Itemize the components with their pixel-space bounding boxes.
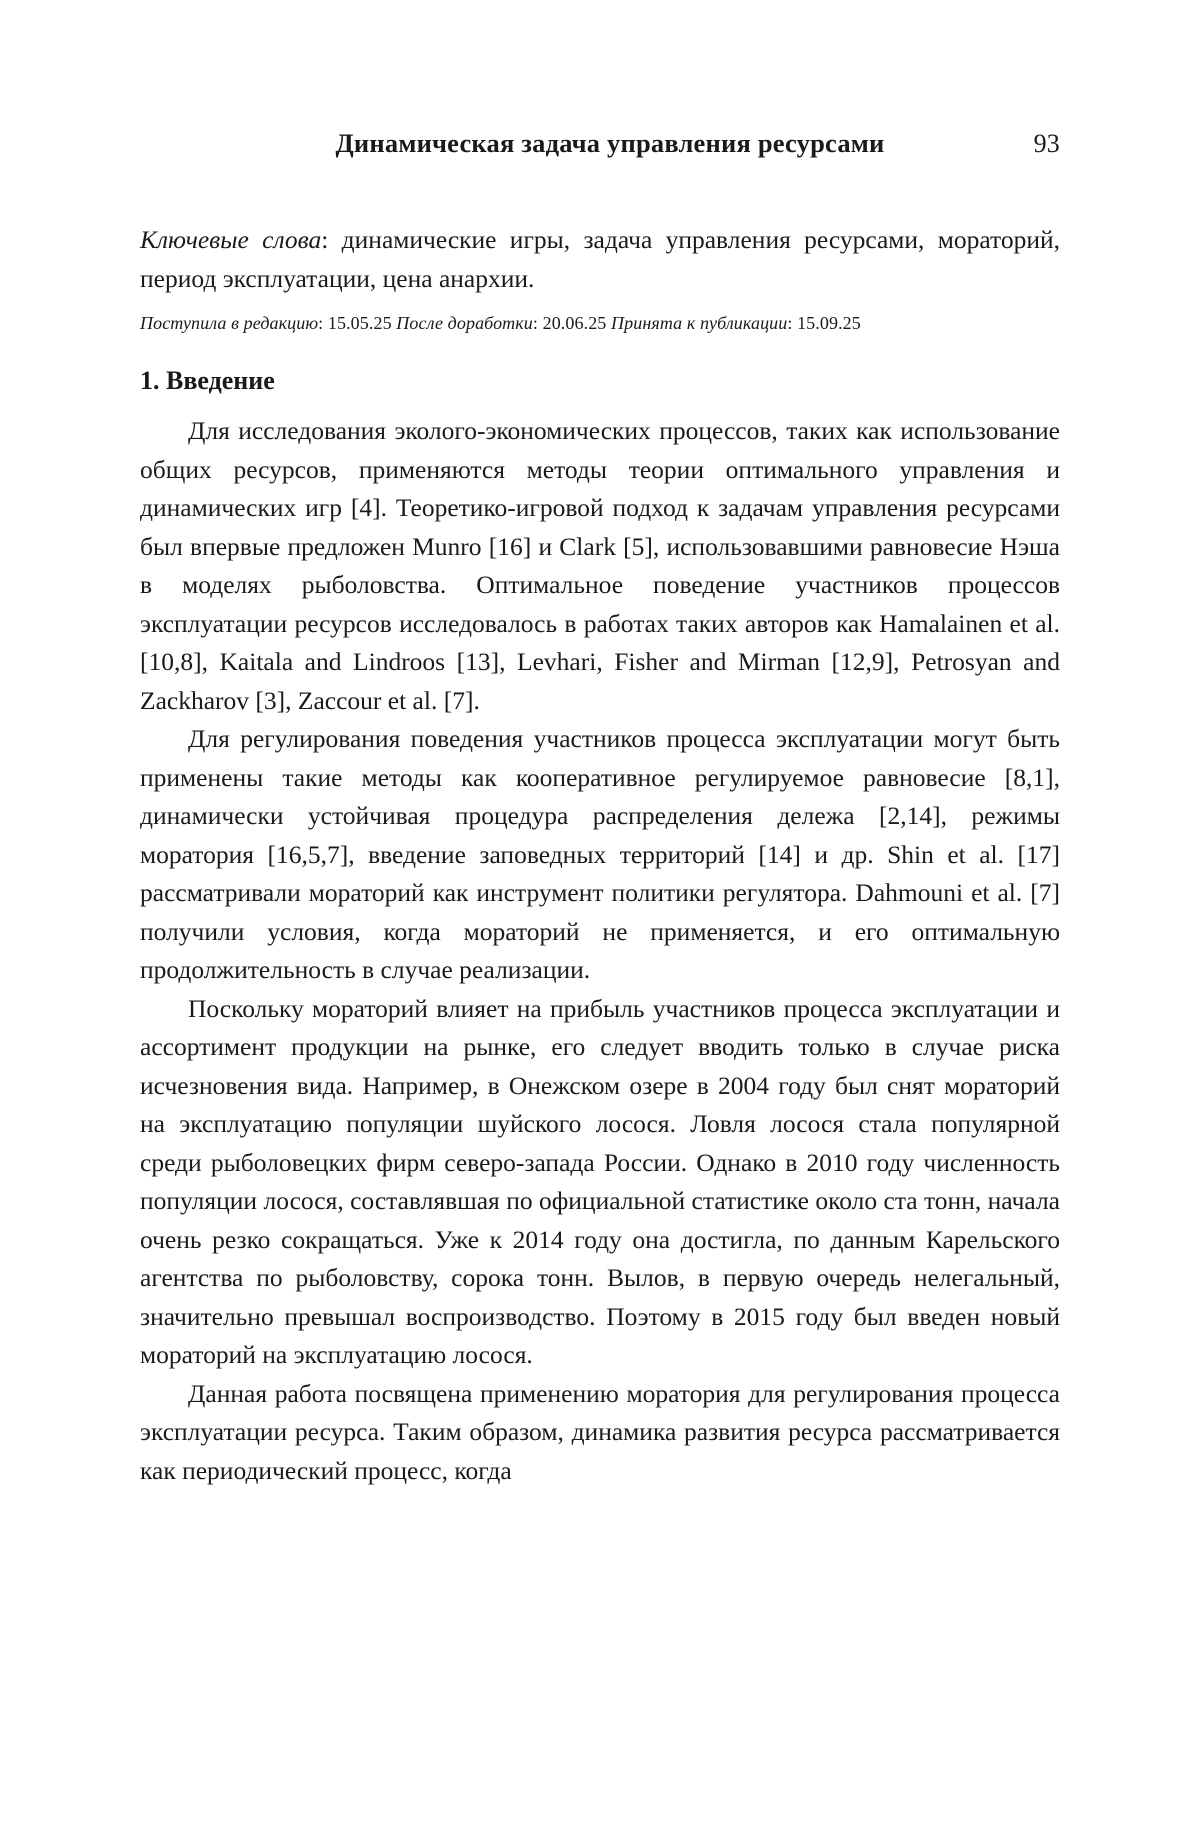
publication-dates — [140, 310, 1060, 336]
date-revised-label: После доработки — [391, 313, 533, 333]
date-accepted-value: : 15.09.25 — [787, 313, 861, 333]
section-heading: 1. Введение — [140, 366, 275, 395]
date-received-value: : 15.05.25 — [318, 313, 392, 333]
body-paragraph: Для регулирования поведения участников процесса эксплуатации могут быть применены такие методы как кооперативное регулируемое равновесие [8,1], динамически устойчивая процедура распределения дележа [2,14], режимы моратория [16,5,7], введение заповедных территорий [14] и др. Shin et al. [17] рассматривали мораторий как инструмент политики регулятора. Dahmouni et al. [7] получили условия, когда мораторий не применяется, и его оптимальную продолжительность в случае реализации. — [140, 724, 1060, 984]
body-paragraph: Данная работа посвящена применению моратория для регулирования процесса эксплуатации ресурса. Таким образом, динамика развития ресурса рассматривается как периодический процесс, когда — [140, 1378, 1060, 1485]
body-paragraph: Поскольку мораторий влияет на прибыль участников процесса эксплуатации и ассортимент продукции на рынке, его следует вводить только в случае риска исчезновения вида. Например, в Онежском озере в 2004 году был снят мораторий на эксплуатацию популяции шуйского лосося. Ловля лосося стала популярной среди рыболовецких фирм северо-запада России. Однако в 2010 году численность популяции лосося, составлявшая по официальной статистике около ста тонн, начала очень резко сокращаться. Уже к 2014 году она достигла, по данным Карельского агентства по рыболовству, сорока тонн. Вылов, в первую очередь нелегальный, значительно превышал воспроизводство. Поэтому в 2015 году был введен новый мораторий на эксплуатацию лосося. — [140, 993, 1060, 1369]
date-received-label: Поступила в редакцию — [140, 313, 319, 333]
date-accepted-label: Принята к публикации — [606, 313, 788, 333]
running-head — [140, 128, 1060, 159]
running-head-title: Динамическая задача управления ресурсами — [335, 128, 885, 158]
keywords-label: Ключевые слова — [140, 225, 322, 254]
body-paragraph: Для исследования эколого-экономических процессов, таких как использование общих ресурсов, применяются методы теории оптимального управления и динамических игр [4]. Теоретико-игровой подход к задачам управления ресурсами был впервые предложен Munro [16] и Clark [5], использовавшими равновесие Нэша в моделях рыболовства. Оптимальное поведение участников процессов эксплуатации ресурсов исследовалось в работах таких авторов как Hamalainen et al. [10,8], Kaitala and Lindroos [13], Levhari, Fisher and Mirman [12,9], Petrosyan and Zackharov [3], Zaccour et al. [7]. — [140, 416, 1060, 715]
keywords-text: : динамические игры, задача управления ресурсами, мораторий, период эксплуатации, цена анархии. — [140, 225, 1060, 293]
keywords-paragraph — [140, 221, 1060, 298]
page-content — [140, 128, 1060, 1490]
date-revised-value: : 20.06.25 — [532, 313, 607, 333]
page-number: 93 — [1033, 129, 1060, 158]
